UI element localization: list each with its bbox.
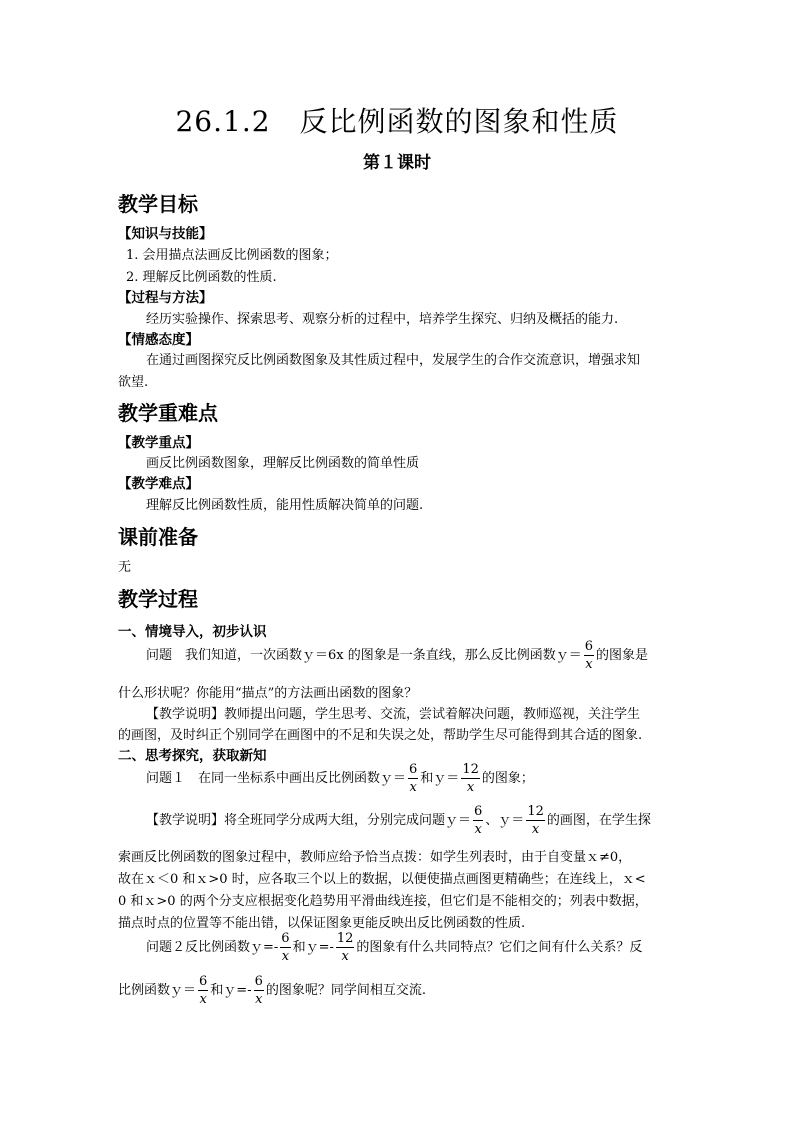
q1-text-c: 的图象； <box>481 771 534 786</box>
q2-text-a: 问题２反比例函数ｙ=- <box>146 940 279 955</box>
label-knowledge: 【知识与技能】 <box>118 226 213 242</box>
note2-text-c: 的画图，在学生探 <box>546 813 651 828</box>
part-heading-1: 一、情境导入，初步认识 <box>118 624 267 640</box>
q2-line2-text-b: 和ｙ=- <box>210 983 252 998</box>
question1-line <box>146 763 534 794</box>
question2-line2 <box>118 975 426 1006</box>
q1-text-b: 和ｙ＝ <box>420 771 460 786</box>
label-process: 【过程与方法】 <box>118 290 213 306</box>
note1-line2: 的画图，及时纠正个别同学在画图中的不足和失误之处，帮助学生尽可能得到其合适的图象. <box>118 728 643 743</box>
q2-line2-text-c: 的图象呢？同学间相互交流. <box>265 983 427 998</box>
note2-text-b: 、ｙ＝ <box>485 813 525 828</box>
fraction-numerator: 12 <box>336 931 354 946</box>
question-text-b: 的图象是 <box>596 648 649 663</box>
note1-line1: 【教学说明】教师提出问题，学生思考、交流，尝试着解决问题，教师巡视，关注学生 <box>146 707 641 722</box>
fraction-12-over-x <box>526 805 545 836</box>
note2-line1 <box>146 805 651 836</box>
note2-line4: 0 和ｘ>0 的两个分支应根据变化趋势用平滑曲线连接，但它们是不能相交的；列表中数据， <box>118 894 648 909</box>
label-key: 【教学重点】 <box>118 435 199 451</box>
section-heading-process: 教学过程 <box>118 587 198 611</box>
section-heading-keypoints: 教学重难点 <box>118 401 218 425</box>
label-difficulty: 【教学难点】 <box>118 476 199 492</box>
question2-line1 <box>146 932 642 963</box>
question-line-2: 什么形状呢？你能用“描点”的方法画出函数的图象？ <box>118 686 418 701</box>
fraction-numerator: 6 <box>281 931 290 946</box>
part-heading-2: 二、思考探究，获取新知 <box>118 748 267 764</box>
key-text: 画反比例函数图象，理解反比例函数的简单性质 <box>146 456 420 471</box>
q2-line2-text-a: 比例函数ｙ＝ <box>118 983 197 998</box>
fraction-numerator: 6 <box>199 974 208 989</box>
fraction-6-over-x <box>254 975 264 1006</box>
fraction-6-over-x <box>198 975 208 1006</box>
fraction-numerator: 12 <box>462 762 479 777</box>
knowledge-item-1: 1. 会用描点法画反比例函数的图象； <box>126 248 338 263</box>
q1-text-a: 问题１ 在同一坐标系中画出反比例函数ｙ＝ <box>146 771 407 786</box>
fraction-6-over-x <box>408 763 418 794</box>
fraction-denominator: x <box>255 992 263 1007</box>
attitude-text-line2: 欲望. <box>118 375 149 390</box>
note2-line3: 故在ｘ＜0 和ｘ>0 时，应各取三个以上的数据，以便使描点画图更精确些；在连线上，ｘ< <box>118 872 646 887</box>
page-title: 26.1.2 反比例函数的图象和性质 <box>175 105 619 138</box>
fraction-denominator: x <box>409 780 417 795</box>
fraction-numerator: 6 <box>409 762 418 777</box>
question-line <box>146 640 648 671</box>
fraction-denominator: x <box>585 657 593 672</box>
fraction-numerator: 6 <box>474 804 483 819</box>
fraction-6-over-x <box>280 932 290 963</box>
fraction-numerator: 12 <box>527 804 544 819</box>
fraction-6-over-x <box>473 805 483 836</box>
fraction-12-over-x <box>336 932 355 963</box>
q2-text-b: 和ｙ=- <box>292 940 334 955</box>
page-subtitle: 第１课时 <box>363 153 431 173</box>
knowledge-item-2: 2. 理解反比例函数的性质. <box>126 270 277 285</box>
label-attitude: 【情感态度】 <box>118 332 199 348</box>
fraction-denominator: x <box>199 992 207 1007</box>
fraction-12-over-x <box>461 763 480 794</box>
attitude-text-line1: 在通过画图探究反比例函数图象及其性质过程中，发展学生的合作交流意识，增强求知 <box>146 353 641 368</box>
fraction-numerator: 6 <box>584 639 594 654</box>
process-text: 经历实验操作、探索思考、观察分析的过程中，培养学生探究、归纳及概括的能力. <box>146 312 619 327</box>
fraction-denominator: x <box>341 949 349 964</box>
question-text-a: 问题 我们知道，一次函数ｙ＝6x 的图象是一条直线，那么反比例函数ｙ＝ <box>146 648 582 663</box>
fraction-denominator: x <box>466 780 475 795</box>
fraction-numerator: 6 <box>254 974 263 989</box>
fraction-denominator: x <box>474 822 482 837</box>
note2-text-a: 【教学说明】将全班同学分成两大组，分别完成问题ｙ＝ <box>146 813 472 828</box>
fraction-denominator: x <box>281 949 290 964</box>
difficulty-text: 理解反比例函数性质，能用性质解决简单的问题. <box>146 498 424 513</box>
note2-line2: 索画反比例函数的图象过程中，教师应给予恰当点拨：如学生列表时，由于自变量ｘ≠0， <box>118 850 632 865</box>
note2-line5: 描点时点的位置等不能出错，以保证图象更能反映出反比例函数的性质. <box>118 916 526 931</box>
fraction-denominator: x <box>531 822 540 837</box>
section-heading-preparation: 课前准备 <box>118 525 198 549</box>
preparation-text: 无 <box>118 560 132 575</box>
section-heading-goals: 教学目标 <box>118 192 198 216</box>
fraction-6-over-x <box>584 640 594 671</box>
q2-text-c: 的图象有什么共同特点？它们之间有什么关系？反 <box>356 940 643 955</box>
